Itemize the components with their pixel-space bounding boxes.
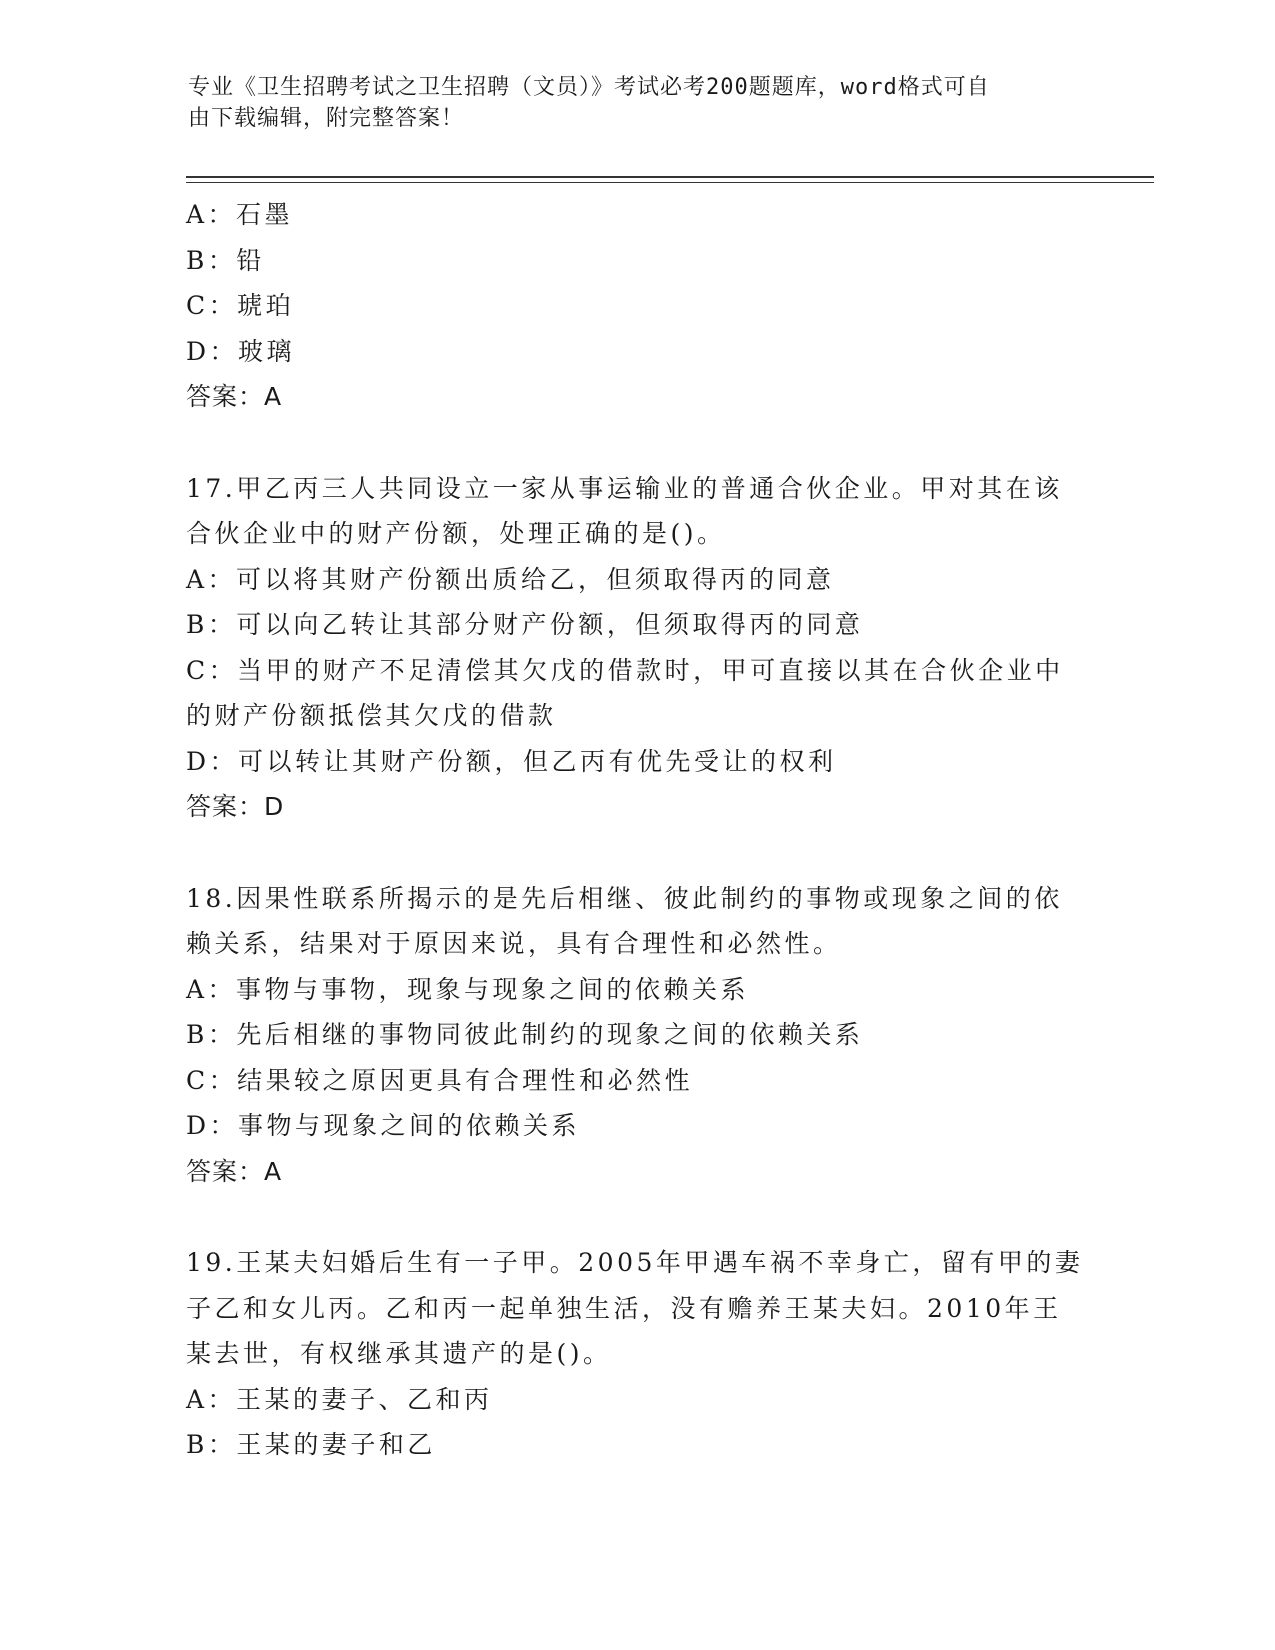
answer-line: 答案：A xyxy=(186,382,283,411)
question-17-block xyxy=(186,466,1076,830)
header-line-2: 由下载编辑，附完整答案！ xyxy=(188,106,465,131)
question-text: 子乙和女儿丙。乙和丙一起单独生活，没有赡养王某夫妇。2010年王 xyxy=(186,1293,1062,1323)
question-18-block xyxy=(186,876,1076,1195)
header-line-1: 专业《卫生招聘考试之卫生招聘（文员）》考试必考200题题库，word格式可自 xyxy=(188,75,990,100)
option-b: B：可以向乙转让其部分财产份额，但须取得丙的同意 xyxy=(186,610,864,639)
answer-line: 答案：A xyxy=(186,1156,283,1186)
option-d: D：事物与现象之间的依赖关系 xyxy=(186,1111,581,1140)
question-text: 赖关系，结果对于原因来说，具有合理性和必然性。 xyxy=(186,929,842,958)
option-b: B：先后相继的事物同彼此制约的现象之间的依赖关系 xyxy=(186,1020,864,1049)
document-header xyxy=(188,72,1068,134)
header-divider-thick xyxy=(186,176,1154,178)
question-text: 17.甲乙丙三人共同设立一家从事运输业的普通合伙企业。甲对其在该 xyxy=(186,473,1063,503)
option-a: A：石墨 xyxy=(186,200,294,229)
option-b: B：王某的妻子和乙 xyxy=(186,1430,436,1459)
option-a: A：可以将其财产份额出质给乙，但须取得丙的同意 xyxy=(186,564,835,594)
question-text: 合伙企业中的财产份额，处理正确的是()。 xyxy=(186,519,726,548)
option-c: C：琥珀 xyxy=(186,291,295,320)
question-text: 18.因果性联系所揭示的是先后相继、彼此制约的事物或现象之间的依 xyxy=(186,883,1063,913)
question-19-block xyxy=(186,1240,1084,1468)
question-text: 某去世，有权继承其遗产的是()。 xyxy=(186,1339,612,1368)
option-b: B：铅 xyxy=(186,245,265,275)
option-c: C：结果较之原因更具有合理性和必然性 xyxy=(186,1065,694,1095)
question-16-block xyxy=(186,192,1076,420)
option-c: C：当甲的财产不足清偿其欠戊的借款时，甲可直接以其在合伙企业中 xyxy=(186,655,1064,685)
question-spacer xyxy=(186,420,1076,466)
option-a: A：事物与事物，现象与现象之间的依赖关系 xyxy=(186,974,750,1004)
option-d: D：可以转让其财产份额，但乙丙有优先受让的权利 xyxy=(186,746,837,776)
option-c-continued: 的财产份额抵偿其欠戊的借款 xyxy=(186,701,557,730)
question-text: 19.王某夫妇婚后生有一子甲。2005年甲遇车祸不幸身亡，留有甲的妻 xyxy=(186,1248,1084,1277)
header-divider-thin xyxy=(186,182,1154,183)
question-spacer xyxy=(186,1194,1076,1240)
question-list xyxy=(186,192,1084,1468)
question-spacer xyxy=(186,830,1076,876)
option-a: A：王某的妻子、乙和丙 xyxy=(186,1384,493,1414)
answer-line: 答案：D xyxy=(186,792,285,821)
option-d: D：玻璃 xyxy=(186,336,296,366)
